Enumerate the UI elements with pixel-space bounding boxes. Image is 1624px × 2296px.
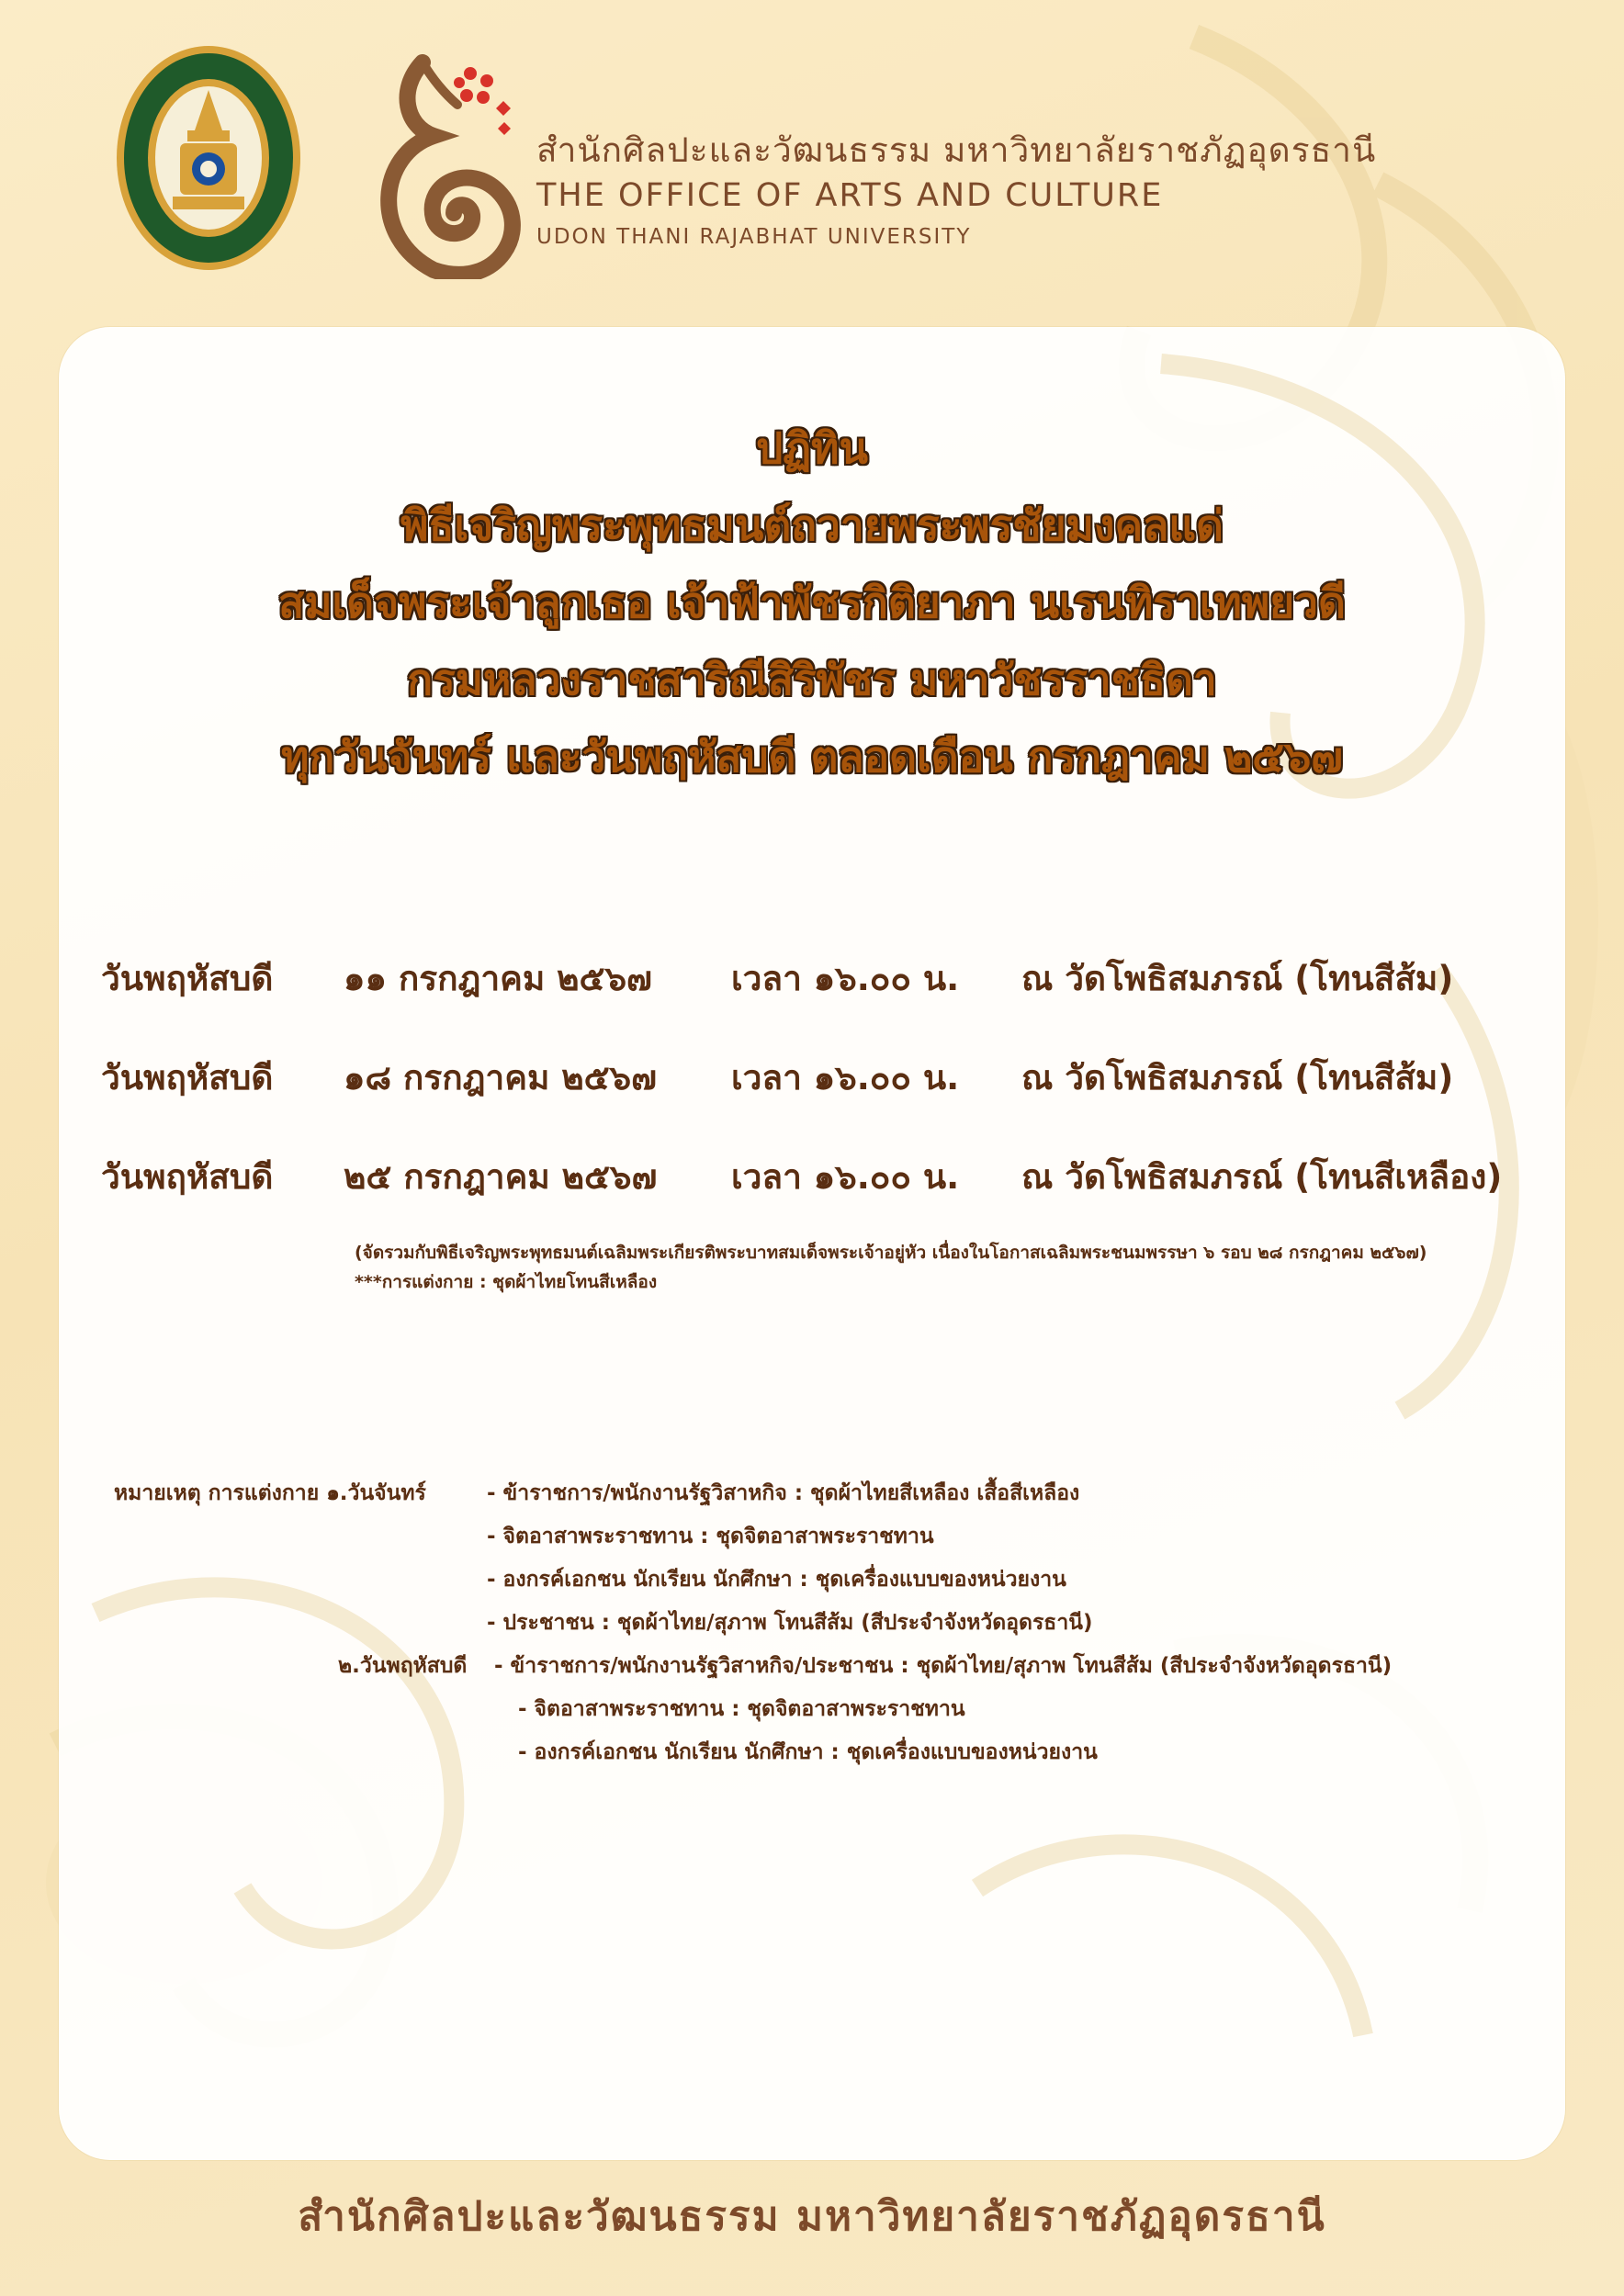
remark-item: - องกรค์เอกชน นักเรียน นักศึกษา : ชุดเครื่องแบบของหน่วยงาน [518,1740,1098,1764]
dress-code-remarks [114,1475,1547,1777]
schedule-date: ๑๑ กรกฎาคม ๒๕๖๗ [344,959,652,998]
university-name-english: UDON THANI RAJABHAT UNIVERSITY [536,225,972,249]
university-seal-icon [114,42,303,274]
remark-row [114,1518,1547,1561]
remark-item: - จิตอาสาพระราชทาน : ชุดจิตอาสาพระราชทาน [487,1525,934,1548]
schedule-row [101,1051,1571,1150]
schedule-day: วันพฤหัสบดี [101,959,274,998]
schedule-time: เวลา ๑๖.๐๐ น. [731,1157,960,1197]
schedule-note-dress: ***การแต่งกาย : ชุดผ้าไทยโทนสีเหลือง [355,1272,658,1292]
schedule-time: เวลา ๑๖.๐๐ น. [731,959,960,998]
header [0,0,1624,312]
remark-item: - องกรค์เอกชน นักเรียน นักศึกษา : ชุดเครื่องแบบของหน่วยงาน [487,1568,1066,1592]
schedule-note-combined: (จัดรวมกับพิธีเจริญพระพุทธมนต์เฉลิมพระเกียรติพระบาทสมเด็จพระเจ้าอยู่หัว เนื่องในโอกาสเฉลิมพระชนมพรรษา ๖ รอบ ๒๘ กรกฎาคม ๒๕๖๗) [355,1243,1427,1263]
remark-row [114,1691,1547,1734]
remark-item: - ข้าราชการ/พนักงานรัฐวิสาหกิจ : ชุดผ้าไทยสีเหลือง เสื้อสีเหลือง [487,1481,1080,1505]
office-name-english: THE OFFICE OF ARTS AND CULTURE [536,177,1164,214]
schedule-day: วันพฤหัสบดี [101,1157,274,1197]
remark-item: - จิตอาสาพระราชทาน : ชุดจิตอาสาพระราชทาน [518,1697,965,1721]
schedule-row [101,951,1571,1051]
remark-row [114,1475,1547,1518]
title-ceremony: พิธีเจริญพระพุทธมนต์ถวายพระพรชัยมงคลแด่ [400,501,1224,550]
schedule-notes [355,1238,1549,1297]
remark-item: - ข้าราชการ/พนักงานรัฐวิสาหกิจ/ประชาชน : ชุดผ้าไทย/สุภาพ โทนสีส้ม (สีประจำจังหวัดอุดรธานี) [494,1654,1393,1678]
content [59,327,1565,2160]
schedule-place: ณ วัดโพธิสมภรณ์ (โทนสีเหลือง) [1021,1157,1503,1197]
title-princess-name: สมเด็จพระเจ้าลูกเธอ เจ้าฟ้าพัชรกิติยาภา นเรนทิราเทพยวดี [278,578,1346,627]
schedule-place: ณ วัดโพธิสมภรณ์ (โทนสีส้ม) [1021,1058,1454,1097]
header-text-block [536,129,1376,255]
remark-row [114,1561,1547,1604]
remark-thursday-label: ๒.วันพฤหัสบดี [338,1654,468,1678]
footer-office-name: สำนักศิลปะและวัฒนธรรม มหาวิทยาลัยราชภัฏอุดรธานี [298,2193,1326,2240]
remark-item: - ประชาชน : ชุดผ้าไทย/สุภาพ โทนสีส้ม (สีประจำจังหวัดอุดรธานี) [487,1611,1093,1635]
title-schedule-period: ทุกวันจันทร์ และวันพฤหัสบดี ตลอดเดือน กรกฎาคม ๒๕๖๗ [281,732,1343,782]
remark-row [114,1604,1547,1648]
title-princess-title: กรมหลวงราชสาริณีสิริพัชร มหาวัชรราชธิดา [407,655,1217,704]
schedule-time: เวลา ๑๖.๐๐ น. [731,1058,960,1097]
remark-row [114,1648,1547,1691]
remark-prefix: หมายเหตุ การแต่งกาย ๑.วันจันทร์ [114,1481,426,1505]
remark-row [114,1734,1547,1777]
schedule-date: ๑๘ กรกฎาคม ๒๕๖๗ [344,1058,657,1097]
office-name-thai: สำนักศิลปะและวัฒนธรรม มหาวิทยาลัยราชภัฏอุดรธานี [536,130,1377,170]
title-calendar: ปฏิทิน [756,423,868,473]
schedule-date: ๒๕ กรกฎาคม ๒๕๖๗ [344,1157,658,1197]
schedule-place: ณ วัดโพธิสมภรณ์ (โทนสีส้ม) [1021,959,1454,998]
schedule-list [101,951,1571,1249]
title-block [59,410,1565,795]
schedule-day: วันพฤหัสบดี [101,1058,274,1097]
schedule-row [101,1150,1571,1249]
office-of-arts-logo-icon [360,53,525,279]
